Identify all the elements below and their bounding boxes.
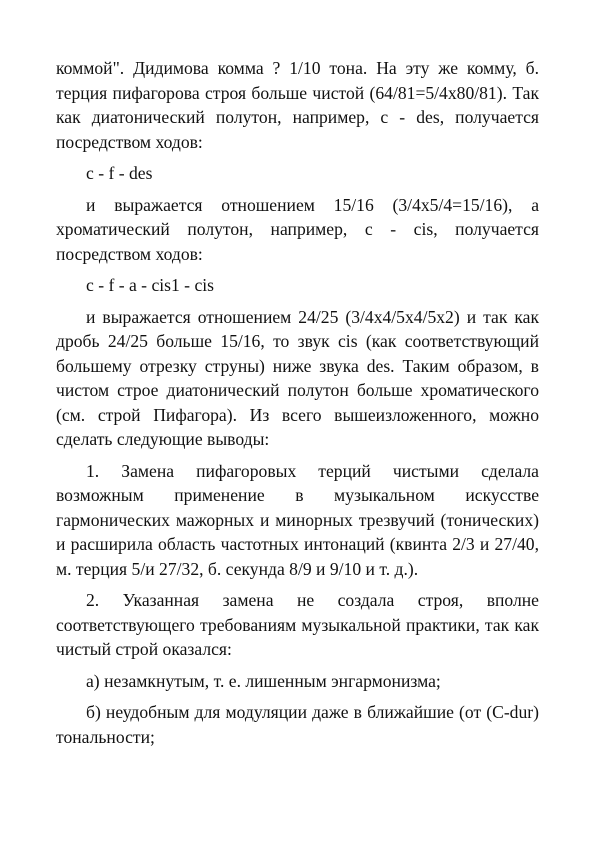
list-item-b: б) неудобным для модуляции даже в ближайшие (от (C-dur) тональности;: [56, 702, 539, 747]
list-item-a: а) незамкнутым, т. е. лишенным энгармонизма;: [86, 670, 441, 691]
paragraph-chromatic-ratio: и выражается отношением 24/25 (3/4x4/5x4/5x2) и так как дробь 24/25 больше 15/16, то звук cis (как соответствующий большему отрезку струны) ниже звука des. Таким образом, в чистом строе диатонический полутон больше хроматического (см. строй Пифагора). Из всего вышеизложенного, можно сделать следующие выводы:: [56, 306, 539, 449]
paragraph-conclusion-2: 2. Указанная замена не создала строя, вполне соответствующего требованиям музыкальной практики, так как чистый строй оказался:: [56, 590, 539, 659]
formula-chromatic-moves: c - f - a - cis1 - cis: [86, 275, 214, 295]
paragraph-comma: коммой". Дидимова комма ? 1/10 тона. На эту же комму, б. терция пифагорова строя больше чистой (64/81=5/4x80/81). Так как диатонический полутон, например, c - des, получается посредством ходов:: [56, 58, 539, 152]
paragraph-conclusion-1: 1. Замена пифагоровых терций чистыми сделала возможным применение в музыкальном искусстве гармонических мажорных и минорных трезвучий (тонических) и расширила область частотных интонаций (квинта 2/3 и 27/40, м. терция 5/и 27/32, б. секунда 8/9 и 9/10 и т. д.).: [56, 460, 539, 579]
paragraph-diatonic-ratio: и выражается отношением 15/16 (3/4x5/4=15/16), а хроматический полутон, например, c - cis, получается посредством ходов:: [56, 194, 539, 264]
document-page: [56, 56, 539, 756]
formula-diatonic-moves: c - f - des: [86, 163, 153, 183]
